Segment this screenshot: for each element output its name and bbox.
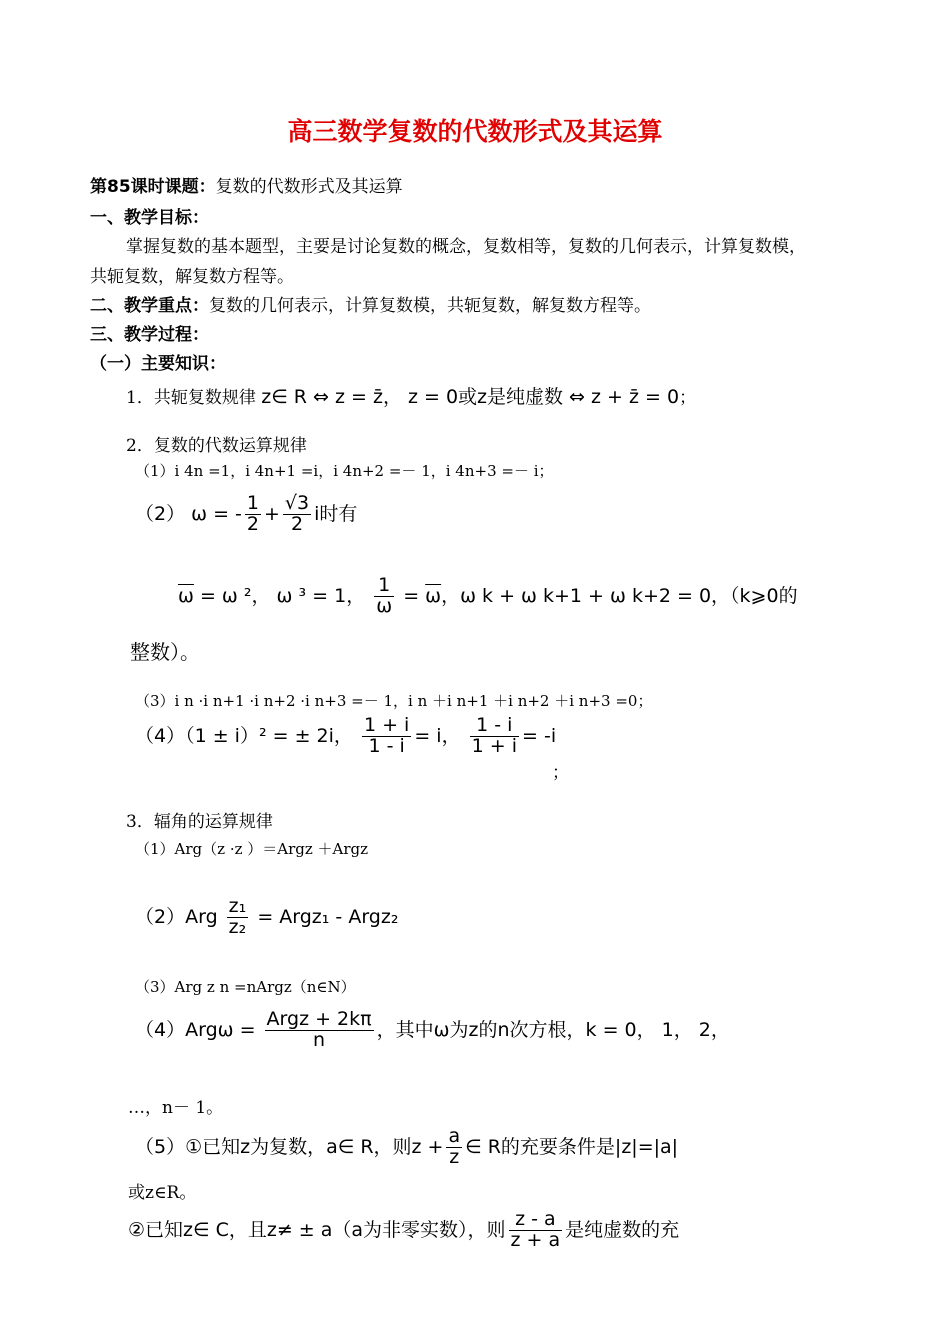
item-3-5-post: ∈ R的充要条件是|z|=|a|	[465, 1135, 679, 1158]
item-2-2-post: i时有	[314, 502, 358, 525]
goal-text-2: 共轭复数，解复数方程等。	[90, 267, 294, 287]
item-2-1: （1）i 4n =1，i 4n+1 =i，i 4n+2 =－ 1，i 4n+3 =－ i；	[135, 462, 554, 480]
fraction-inverse-omega: $\frac{1}{\omega}$	[376, 574, 393, 617]
item-3-5-pre: （5）①已知z为复数，a∈ R，则z +	[135, 1135, 444, 1158]
item-3-6-post: 是纯虚数的充	[565, 1218, 680, 1241]
item-3-6-pre: ②已知z∈ C，且z≠ ± a（a为非零实数），则	[128, 1218, 506, 1241]
item-2-2: （2） ω = - $\frac{1}{2}$ + $\frac{√3}{2}$ i时有	[135, 492, 358, 535]
goal-text-1: 掌握复数的基本题型，主要是讨论复数的概念，复数相等，复数的几何表示，计算复数模，	[126, 237, 806, 257]
item-1-end: ；	[679, 388, 697, 408]
item-1-formula: z∈ R ⇔ z = z̄， z = 0或z是纯虚数 ⇔ z + z̄ = 0	[261, 386, 680, 408]
fraction-sqrt3: $\frac{√3}{2}$	[284, 492, 310, 535]
fraction-arg-root: $\frac{\text{Argz + 2kπ}}{n}$	[266, 1008, 372, 1051]
item-2-4-end: = -i	[522, 724, 557, 747]
fraction-1pi-1mi: $\frac{1 + i}{1 - i}$	[363, 714, 410, 757]
document-title: 高三数学复数的代数形式及其运算	[287, 117, 663, 146]
item-3-1: （1）Arg（z ·z ）＝Argz ＋Argz	[135, 840, 369, 858]
item-2-label: 2．复数的代数运算规律	[126, 436, 307, 456]
knowledge-heading: （一）主要知识：	[90, 354, 226, 374]
item-3-2-post: = Argz₁ - Argz₂	[257, 905, 399, 928]
item-2-3: （3）i n ·i n+1 ·i n+2 ·i n+3 =－ 1，i n ＋i n+1 ＋i n+2 ＋i n+3 =0；	[135, 692, 653, 710]
item-1	[126, 382, 696, 409]
goal-heading: 一、教学目标：	[90, 208, 209, 228]
focus-text: 复数的几何表示，计算复数模，共轭复数，解复数方程等。	[209, 296, 651, 316]
item-1-label: 1．共轭复数规律	[126, 388, 256, 408]
lesson-label: 第85课时课题：	[90, 177, 216, 197]
item-2-4-semicolon: ；	[552, 763, 569, 783]
item-3-5-cont: 或z∈R。	[128, 1183, 197, 1203]
item-3-label: 3．辐角的运算规律	[126, 812, 273, 832]
item-3-4-post: ，其中ω为z的n次方根，k = 0， 1， 2，	[376, 1018, 730, 1041]
lesson-line	[90, 172, 403, 197]
fraction-a-over-z: $\frac{a}{z}$	[448, 1125, 461, 1168]
item-3-5	[135, 1127, 678, 1168]
item-3-6	[128, 1210, 679, 1251]
focus-heading: 二、教学重点：	[90, 296, 209, 316]
item-2-2-pre: （2） ω = -	[135, 502, 242, 525]
item-3-2	[135, 897, 398, 938]
focus-line	[90, 291, 651, 316]
process-heading: 三、教学过程：	[90, 325, 209, 345]
fraction-z1-z2: $\frac{\text{z₁}}{\text{z₂}}$	[228, 895, 247, 938]
item-2-4	[135, 716, 556, 757]
item-3-4-pre: （4）Argω =	[135, 1018, 256, 1041]
item-3-4	[135, 1010, 730, 1051]
fraction-z-minus-a: $\frac{z - a}{z + a}$	[510, 1208, 561, 1251]
lesson-text: 复数的代数形式及其运算	[215, 177, 403, 197]
item-3-2-pre: （2）Arg	[135, 905, 218, 928]
item-2-4-pre: （4）（1 ± i）² = ± 2i，	[135, 724, 353, 747]
item-3-4-cont: …，n－ 1。	[128, 1098, 224, 1118]
item-2-4-mid: = i，	[414, 724, 461, 747]
item-2-2-line: = ω ²， ω ³ = 1，	[199, 584, 366, 607]
item-2-2-line-b: ，ω k + ω k+1 + ω k+2 = 0，（k⩾0的	[441, 584, 798, 607]
fraction-half: $\frac{1}{2}$	[246, 492, 259, 535]
fraction-1mi-1pi: $\frac{1 - i}{1 + i}$	[471, 714, 517, 757]
item-2-2-cont: 整数）。	[130, 640, 200, 664]
item-2-2-identities: $\overline{\omega} = \omega$ ²， ω ³ = 1， $\frac{1}{\omega}$ = $\overline{\omega}$，ω k + ω k+1 + ω k+2 = 0，（k⩾0的	[178, 574, 798, 617]
omega-bar: $\overline{\omega}$	[178, 584, 194, 607]
item-3-3: （3）Arg z n =nArgz（n∈N）	[135, 978, 356, 996]
